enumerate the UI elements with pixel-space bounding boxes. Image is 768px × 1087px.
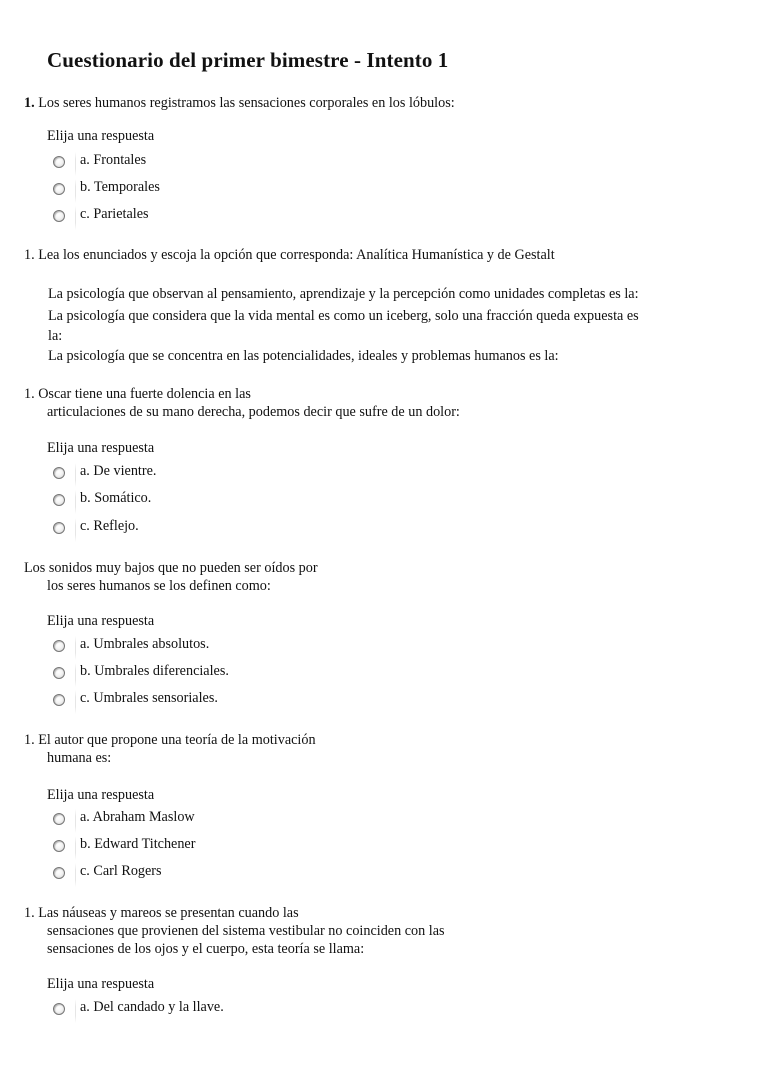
- question-text: sensaciones que provienen del sistema vestibular no coinciden con las: [47, 923, 445, 939]
- question-3: [24, 385, 251, 403]
- question-number: 1.: [24, 95, 35, 111]
- question-6: [24, 904, 299, 922]
- question-1: [24, 94, 455, 112]
- divider: [75, 663, 76, 687]
- divider: [75, 152, 76, 176]
- question-text: articulaciones de su mano derecha, podemos decir que sufre de un dolor:: [47, 404, 460, 420]
- radio-button[interactable]: [53, 867, 65, 879]
- answer-label: c. Reflejo.: [80, 518, 139, 534]
- divider: [75, 490, 76, 514]
- answer-label: a. De vientre.: [80, 463, 157, 479]
- answer-label: b. Umbrales diferenciales.: [80, 663, 229, 679]
- answer-label: c. Parietales: [80, 206, 149, 222]
- choose-label: Elija una respuesta: [47, 787, 155, 803]
- answer-label: b. Temporales: [80, 179, 160, 195]
- question-4: Los sonidos muy bajos que no pueden ser oídos por: [24, 560, 318, 576]
- matching-statement: La psicología que se concentra en las potencialidades, ideales y problemas humanos es la:: [48, 348, 559, 364]
- divider: [75, 863, 76, 887]
- divider: [75, 636, 76, 660]
- question-number: 1.: [24, 732, 35, 748]
- question-text: Oscar tiene una fuerte dolencia en las: [38, 386, 251, 402]
- radio-button[interactable]: [53, 467, 65, 479]
- divider: [75, 809, 76, 833]
- divider: [75, 999, 76, 1023]
- radio-button[interactable]: [53, 1003, 65, 1015]
- question-text: Los seres humanos registramos las sensaciones corporales en los lóbulos:: [38, 95, 455, 111]
- answer-label: b. Somático.: [80, 490, 152, 506]
- choose-label: Elija una respuesta: [47, 976, 155, 992]
- answer-label: a. Umbrales absolutos.: [80, 636, 210, 652]
- matching-statement: La psicología que observan al pensamiento, aprendizaje y la percepción como unidades completas es la:: [48, 286, 639, 302]
- radio-button[interactable]: [53, 210, 65, 222]
- divider: [75, 690, 76, 714]
- question-text: Las náuseas y mareos se presentan cuando las: [38, 905, 299, 921]
- question-text: humana es:: [47, 750, 112, 766]
- radio-button[interactable]: [53, 694, 65, 706]
- question-text: sensaciones de los ojos y el cuerpo, esta teoría se llama:: [47, 941, 365, 957]
- question-number: 1.: [24, 247, 35, 263]
- choose-label: Elija una respuesta: [47, 440, 155, 456]
- divider: [75, 836, 76, 860]
- matching-statement: la:: [48, 328, 63, 344]
- question-number: 1.: [24, 386, 35, 402]
- radio-button[interactable]: [53, 183, 65, 195]
- question-text: los seres humanos se los definen como:: [47, 578, 271, 594]
- question-5: [24, 731, 316, 749]
- question-text: Lea los enunciados y escoja la opción que corresponda: Analítica Humanística y de Gestalt: [38, 247, 555, 263]
- choose-label: Elija una respuesta: [47, 128, 155, 144]
- divider: [75, 518, 76, 542]
- radio-button[interactable]: [53, 667, 65, 679]
- answer-label: a. Del candado y la llave.: [80, 999, 224, 1015]
- question-text: El autor que propone una teoría de la motivación: [38, 732, 316, 748]
- answer-label: c. Umbrales sensoriales.: [80, 690, 218, 706]
- radio-button[interactable]: [53, 640, 65, 652]
- divider: [75, 179, 76, 203]
- answer-label: a. Abraham Maslow: [80, 809, 195, 825]
- answer-label: c. Carl Rogers: [80, 863, 162, 879]
- question-2: [24, 246, 555, 264]
- answer-label: b. Edward Titchener: [80, 836, 196, 852]
- question-number: 1.: [24, 905, 35, 921]
- radio-button[interactable]: [53, 522, 65, 534]
- divider: [75, 206, 76, 230]
- choose-label: Elija una respuesta: [47, 613, 155, 629]
- divider: [75, 463, 76, 487]
- radio-button[interactable]: [53, 840, 65, 852]
- radio-button[interactable]: [53, 813, 65, 825]
- page-title: Cuestionario del primer bimestre - Intento 1: [47, 48, 449, 72]
- answer-label: a. Frontales: [80, 152, 147, 168]
- radio-button[interactable]: [53, 156, 65, 168]
- matching-statement: La psicología que considera que la vida mental es como un iceberg, solo una fracción queda expuesta es: [48, 308, 639, 324]
- radio-button[interactable]: [53, 494, 65, 506]
